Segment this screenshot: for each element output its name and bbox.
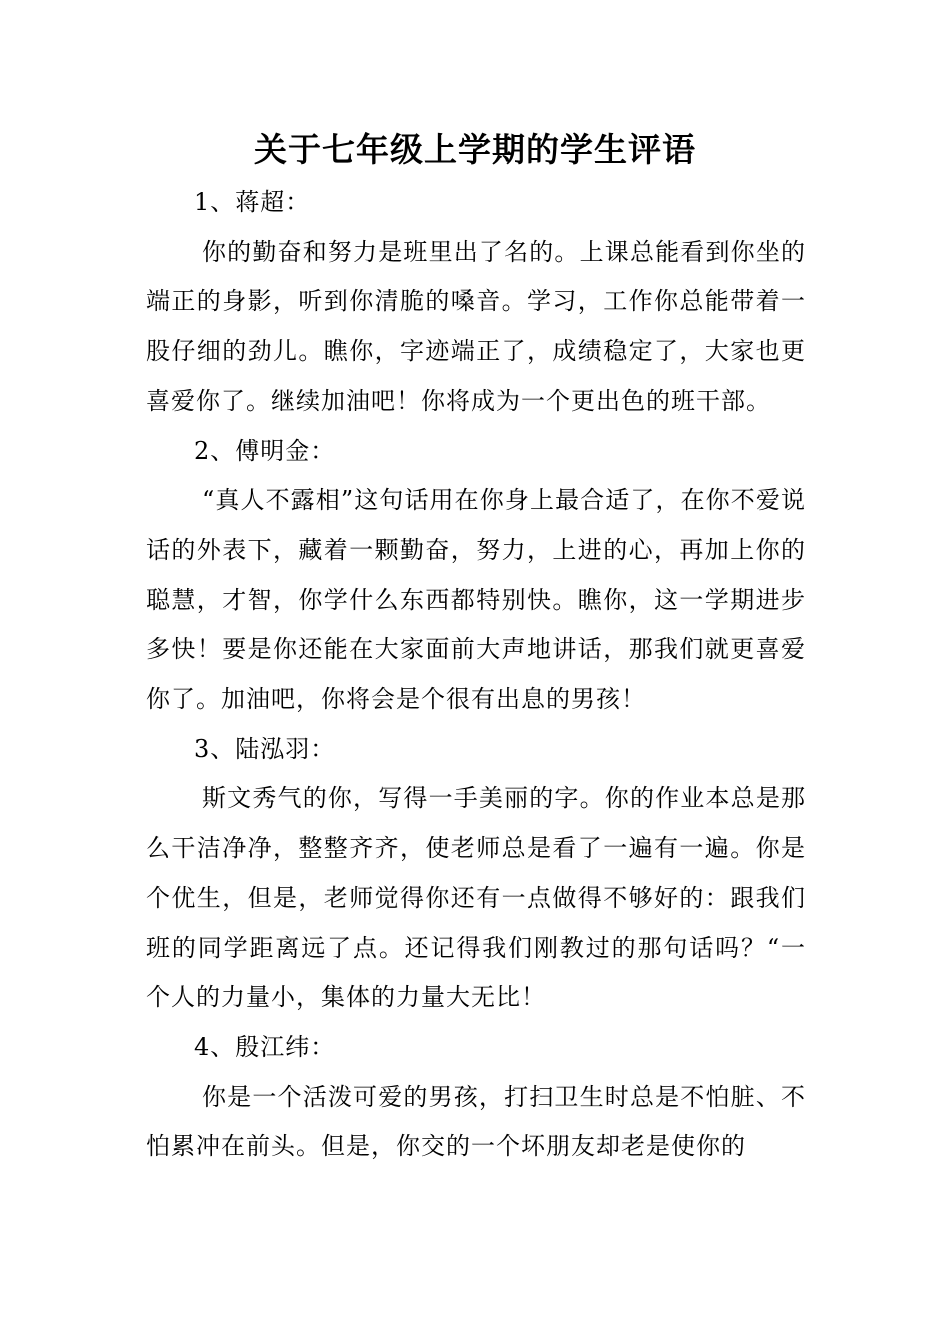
entry-heading-4: 4、殷江纬： bbox=[194, 1032, 336, 1061]
document-body bbox=[146, 178, 806, 1172]
entry-heading-2: 2、傅明金： bbox=[194, 436, 336, 465]
entry-comment-4: 你是一个活泼可爱的男孩，打扫卫生时总是不怕脏、不怕累冲在前头。但是，你交的一个坏朋友却老是使你的 bbox=[146, 1082, 806, 1161]
entry-heading-1: 1、蒋超： bbox=[194, 188, 311, 216]
entry-comment-3: 斯文秀气的你，写得一手美丽的字。你的作业本总是那么干洁净净，整整齐齐，使老师总是看了一遍有一遍。你是个优生，但是，老师觉得你还有一点做得不够好的：跟我们班的同学距离远了点。还记得我们刚教过的那句话吗？“一个人的力量小，集体的力量大无比！ bbox=[146, 784, 806, 1012]
entry-comment-2: “真人不露相”这句话用在你身上最合适了，在你不爱说话的外表下，藏着一颗勤奋，努力，上进的心，再加上你的聪慧，才智，你学什么东西都特别快。瞧你，这一学期进步多快！要是你还能在大家面前大声地讲话，那我们就更喜爱你了。加油吧，你将会是个很有出息的男孩！ bbox=[146, 486, 806, 714]
document-title: 关于七年级上学期的学生评语 bbox=[254, 130, 696, 169]
entry-comment-1: 你的勤奋和努力是班里出了名的。上课总能看到你坐的端正的身影，听到你清脆的嗓音。学习，工作你总能带着一股仔细的劲儿。瞧你，字迹端正了，成绩稳定了，大家也更喜爱你了。继续加油吧！你将成为一个更出色的班干部。 bbox=[146, 237, 806, 415]
entry-heading-3: 3、陆泓羽： bbox=[194, 734, 336, 763]
